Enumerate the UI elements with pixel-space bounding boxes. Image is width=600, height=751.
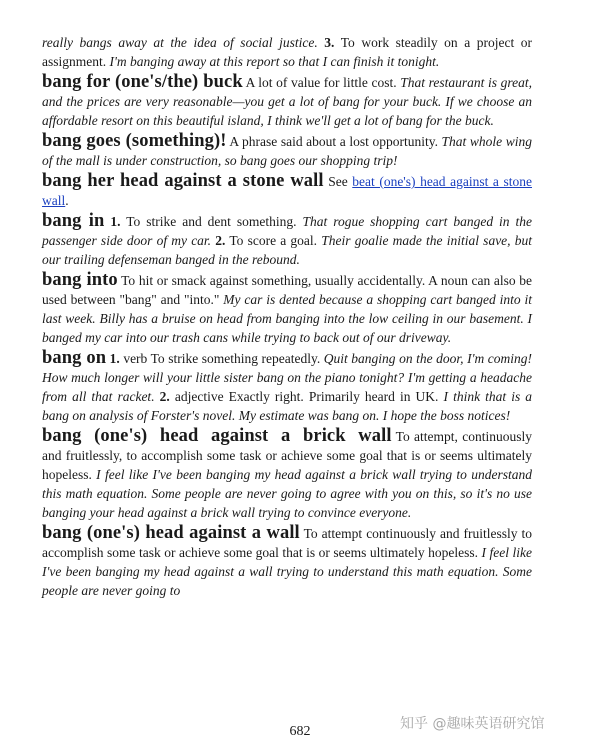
headword: bang (one's) head against a brick wall: [42, 426, 392, 446]
example-text: Their goalie made the initial save, but our trailing defenseman banged in the rebound.: [42, 233, 532, 267]
example-text: My car is dented because a shopping cart banged into it last week. Billy has a bruise on head from banging into the low ceiling in our basement. I banged my car into our trash cans while trying to back out of our driveway.: [42, 292, 532, 345]
definition-text: To attempt continuously and fruitlessly to accomplish some task or achieve some goal that is or seems ultimately hopeless.: [42, 526, 533, 560]
sense-number: 3.: [317, 35, 335, 50]
cross-reference-link[interactable]: beat (one's) head against a stone wall: [42, 174, 532, 208]
example-text: I think that is a bang on analysis of Forster's novel. My estimate was bang on. I hope the boss notices!: [42, 389, 533, 423]
dictionary-entry: [42, 212, 532, 269]
sense-number: 1.: [104, 214, 121, 229]
example-text: That whole wing of the mall is under construction, so bang goes our shopping trip!: [42, 134, 532, 168]
definition-text: adjective Exactly right. Primarily heard in UK.: [169, 389, 444, 404]
dictionary-entry: [42, 172, 532, 210]
dictionary-entry: [42, 524, 532, 600]
sense-number: 2.: [154, 389, 170, 404]
definition-text: To hit or smack against something, usually accidentally. A noun can also be used between "bang" and "into.": [42, 273, 532, 307]
definition-text: To attempt, continuously and fruitlessly, to accomplish some task or achieve some goal that is or seems ultimately hopeless.: [42, 429, 532, 482]
definition-text: verb To strike something repeatedly.: [119, 351, 324, 366]
example-text: really bangs away at the idea of social justice.: [42, 35, 318, 50]
sense-number: 1.: [106, 351, 120, 366]
definition-text: To score a goal.: [225, 233, 322, 248]
headword: bang (one's) head against a wall: [42, 523, 300, 543]
dictionary-entry: [42, 73, 532, 130]
example-text: Quit banging on the door, I'm coming! How much longer will your little sister bang on the piano tonight? I'm getting a headache from all that racket.: [42, 351, 532, 404]
headword: bang on: [42, 348, 107, 368]
dictionary-entry: [42, 271, 532, 347]
dictionary-entry: [42, 33, 532, 71]
dictionary-entry: [42, 349, 532, 425]
definition-text: To work steadily on a project or assignment.: [42, 35, 533, 69]
example-text: I feel like I've been banging my head against a wall trying to understand this math equation. Some people are never going to: [42, 545, 532, 598]
headword: bang goes (something)!: [42, 131, 227, 151]
definition-text: A phrase said about a lost opportunity.: [226, 134, 442, 149]
definition-text: A lot of value for little cost.: [242, 75, 401, 90]
dictionary-entry: [42, 132, 532, 170]
example-text: That rogue shopping cart banged in the passenger side door of my car.: [42, 214, 532, 248]
headword: bang her head against a stone wall: [42, 171, 324, 191]
headword: bang into: [42, 270, 118, 290]
page-number: 682: [289, 724, 311, 739]
example-text: I'm banging away at this report so that I can finish it tonight.: [109, 54, 440, 69]
headword: bang in: [42, 211, 105, 231]
watermark: 知乎 @趣味英语研究馆: [400, 716, 545, 732]
dictionary-page: [42, 33, 532, 602]
definition-text: To strike and dent something.: [120, 214, 303, 229]
dictionary-entry: [42, 427, 532, 522]
headword: bang for (one's/the) buck: [42, 72, 243, 92]
sense-number: 2.: [211, 233, 226, 248]
definition-text: .: [65, 193, 69, 208]
example-text: I feel like I've been banging my head against a brick wall trying to understand this math equation. Some people are never going to agree with you on this, so it's no use banging your head against a brick wall trying to convince everyone.: [42, 467, 532, 520]
example-text: That restaurant is great, and the prices are very reasonable—you get a lot of bang for your buck. If we choose an affordable resort on this beautiful island, I think we'll get a lot of bang for the buck.: [42, 75, 532, 128]
definition-text: See: [323, 174, 353, 189]
